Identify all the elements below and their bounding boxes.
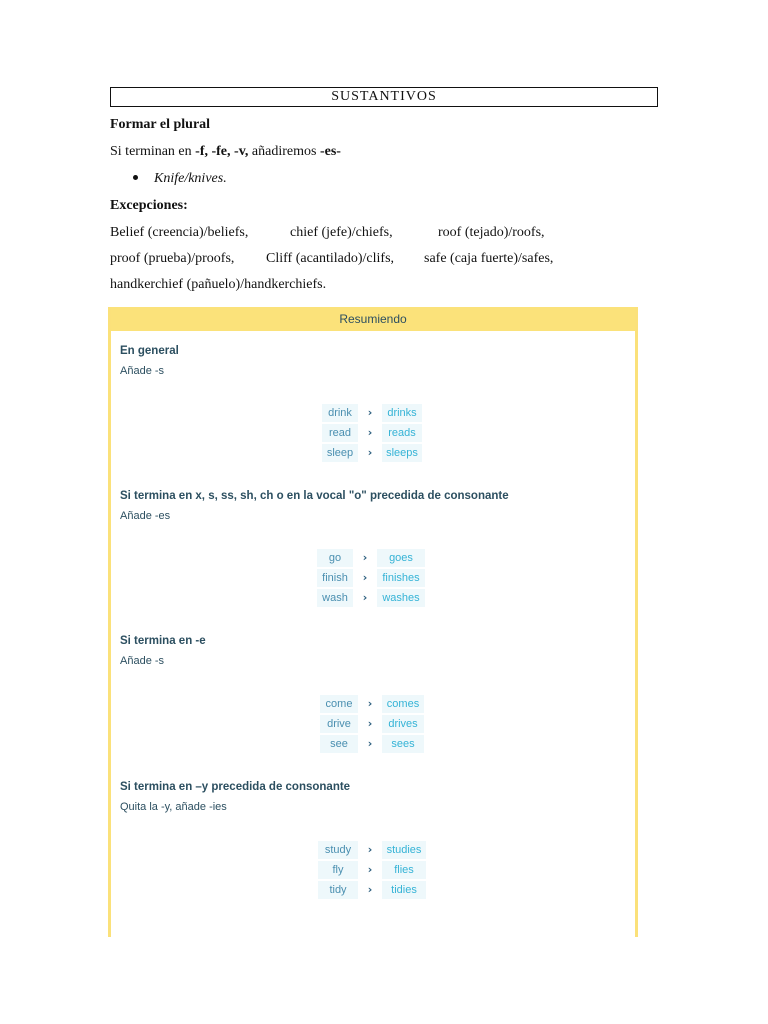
exception-item: Belief (creencia)/beliefs, (110, 225, 249, 240)
example-base: drive (320, 715, 358, 733)
example-plural: sees (382, 735, 424, 753)
summary-header: Resumiendo (111, 307, 635, 331)
example-base: tidy (318, 881, 358, 899)
chevron-right-icon: › (362, 571, 368, 584)
chevron-right-icon: › (362, 551, 368, 564)
bullet-icon (133, 175, 138, 180)
example-base: study (318, 841, 358, 859)
heading-form-plural: Formar el plural (110, 117, 211, 132)
chevron-right-icon: › (367, 843, 373, 856)
rule-es: -es- (319, 144, 341, 159)
rule-line (110, 143, 341, 161)
section-subtitle-x-s-ss: Añade -es (120, 510, 171, 522)
section-subtitle-e: Añade -s (120, 655, 165, 667)
chevron-right-icon: › (367, 446, 373, 459)
chevron-right-icon: › (362, 591, 368, 604)
example-plural: drives (382, 715, 424, 733)
exception-item: chief (jefe)/chiefs, (290, 225, 393, 240)
exception-item: Cliff (acantilado)/clifs, (266, 251, 395, 266)
example-base: drink (322, 404, 358, 422)
example-base: fly (318, 861, 358, 879)
chevron-right-icon: › (367, 883, 373, 896)
section-subtitle-general: Añade -s (120, 365, 165, 377)
example-plural: drinks (382, 404, 422, 422)
rule-prefix: Si terminan en (110, 144, 196, 159)
example-plural: washes (377, 589, 425, 607)
chevron-right-icon: › (367, 406, 373, 419)
example-base: read (322, 424, 358, 442)
rule-v: -v, (234, 144, 249, 159)
example-plural: sleeps (382, 444, 422, 462)
example-base: come (320, 695, 358, 713)
exception-item: roof (tejado)/roofs, (438, 225, 545, 240)
section-title-e: Si termina en -e (120, 635, 206, 647)
section-subtitle-y: Quita la -y, añade -ies (120, 801, 227, 813)
example-plural: flies (382, 861, 426, 879)
bullet-item (133, 170, 227, 188)
example-base: see (320, 735, 358, 753)
page-title: SUSTANTIVOS (110, 87, 658, 107)
section-title-y: Si termina en –y precedida de consonante (120, 781, 351, 793)
exception-item: safe (caja fuerte)/safes, (424, 251, 554, 266)
chevron-right-icon: › (367, 717, 373, 730)
exception-item: proof (prueba)/proofs, (110, 251, 235, 266)
bullet-example: Knife/knives. (154, 171, 227, 186)
rule-middle: añadiremos (248, 144, 320, 159)
rule-fe: -fe, (211, 144, 231, 159)
example-plural: studies (382, 841, 426, 859)
example-plural: finishes (377, 569, 425, 587)
example-plural: comes (382, 695, 424, 713)
example-plural: goes (377, 549, 425, 567)
example-plural: reads (382, 424, 422, 442)
example-base: finish (317, 569, 353, 587)
chevron-right-icon: › (367, 863, 373, 876)
exception-item: handkerchief (pañuelo)/handkerchiefs. (110, 277, 327, 292)
example-base: wash (317, 589, 353, 607)
chevron-right-icon: › (367, 426, 373, 439)
section-title-general: En general (120, 345, 179, 357)
example-base: go (317, 549, 353, 567)
heading-exceptions: Excepciones: (110, 198, 188, 213)
chevron-right-icon: › (367, 737, 373, 750)
summary-panel (108, 307, 638, 937)
example-base: sleep (322, 444, 358, 462)
chevron-right-icon: › (367, 697, 373, 710)
section-title-x-s-ss: Si termina en x, s, ss, sh, ch o en la vocal "o" precedida de consonante (120, 490, 509, 502)
rule-f: -f, (195, 144, 208, 159)
example-plural: tidies (382, 881, 426, 899)
